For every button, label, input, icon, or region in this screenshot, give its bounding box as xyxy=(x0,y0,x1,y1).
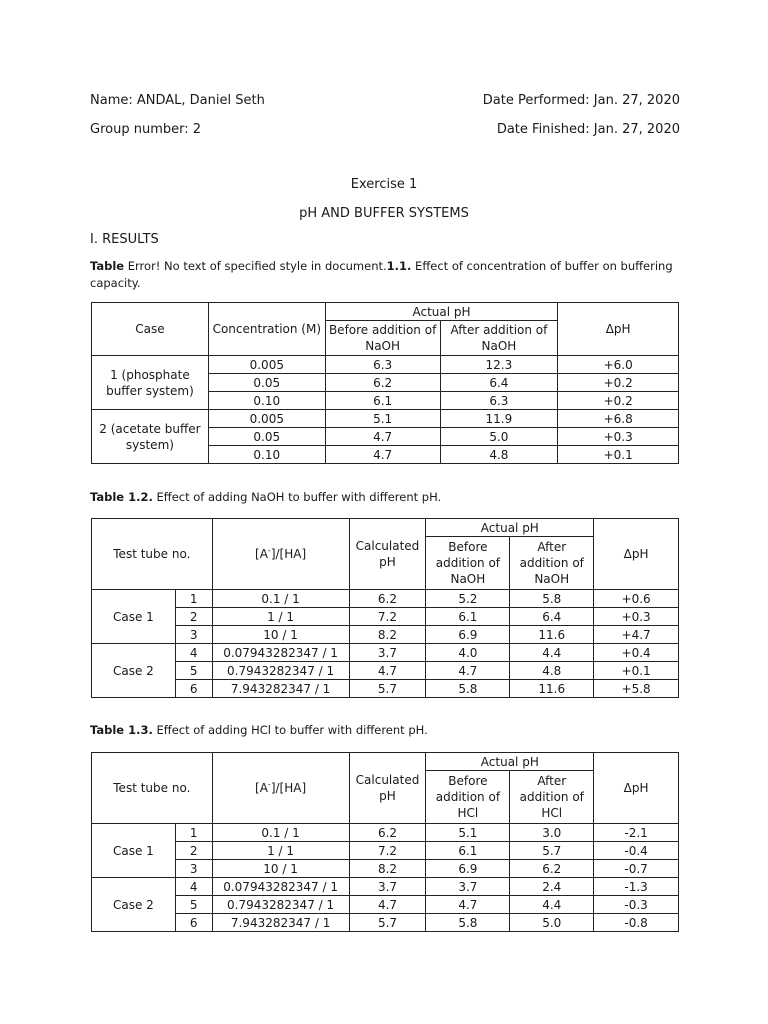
table2-header-row xyxy=(92,519,679,537)
table-cell: 4.4 xyxy=(510,644,594,662)
table-cell: 4.0 xyxy=(426,644,510,662)
table-cell: -1.3 xyxy=(594,878,679,896)
date-performed: Date Performed: Jan. 27, 2020 xyxy=(482,93,680,108)
table3-header-actual-ph: Actual pH xyxy=(426,753,594,771)
table2-header-calculated: Calculated pH xyxy=(349,519,426,590)
table3-caption-text: Effect of adding HCl to buffer with different pH. xyxy=(152,723,428,737)
table-cell: 1 xyxy=(175,590,212,608)
table-cell: 6.2 xyxy=(349,824,426,842)
table-cell: +0.3 xyxy=(594,608,679,626)
table-row xyxy=(92,626,679,644)
table-cell: +0.3 xyxy=(558,428,679,446)
ratio-superscript: - xyxy=(267,546,271,555)
table3-group-label: Case 2 xyxy=(92,878,176,932)
table-cell: 0.1 / 1 xyxy=(212,824,349,842)
table-row xyxy=(92,590,679,608)
ratio-text: [A xyxy=(255,547,268,561)
table-cell: 3.7 xyxy=(426,878,510,896)
table-cell: +6.0 xyxy=(558,356,679,374)
table-cell: +6.8 xyxy=(558,410,679,428)
table3-header-test-tube: Test tube no. xyxy=(92,753,213,824)
ratio-text: ]/[HA] xyxy=(270,547,307,561)
table-cell: +0.1 xyxy=(558,446,679,464)
table-cell: 0.7943282347 / 1 xyxy=(212,662,349,680)
table1-header-case: Case xyxy=(92,303,209,356)
table-cell: 6.2 xyxy=(349,590,426,608)
table2-header-test-tube: Test tube no. xyxy=(92,519,213,590)
table-cell: 3.0 xyxy=(510,824,594,842)
table-cell: -0.8 xyxy=(594,914,679,932)
table-1-1 xyxy=(91,302,679,464)
table-row xyxy=(92,356,679,374)
table-cell: 5.0 xyxy=(510,914,594,932)
table2-caption-bold: Table 1.2. xyxy=(90,490,153,504)
table-cell: 0.005 xyxy=(208,410,325,428)
table-cell: 10 / 1 xyxy=(212,860,349,878)
table-row xyxy=(92,644,679,662)
table1-header-row xyxy=(92,303,679,321)
table-cell: 7.943282347 / 1 xyxy=(212,914,349,932)
table-cell: 6.9 xyxy=(426,626,510,644)
table-cell: 6 xyxy=(175,680,212,698)
table-cell: 6.2 xyxy=(325,374,440,392)
table-cell: 11.9 xyxy=(440,410,558,428)
table-cell: 5.0 xyxy=(440,428,558,446)
ratio-text: [A xyxy=(255,781,268,795)
header-row-1 xyxy=(90,93,680,108)
table-cell: 0.05 xyxy=(208,428,325,446)
table2-header-actual-ph: Actual pH xyxy=(426,519,594,537)
table3-header-calculated: Calculated pH xyxy=(349,753,426,824)
table2-caption-text: Effect of adding NaOH to buffer with different pH. xyxy=(152,490,442,504)
table3-caption-bold: Table 1.3. xyxy=(90,723,153,737)
table1-header-before: Before addition of NaOH xyxy=(325,321,440,356)
table1-caption-bold2: 1.1. xyxy=(386,259,412,273)
table-cell: 0.1 / 1 xyxy=(212,590,349,608)
table-cell: 1 / 1 xyxy=(212,842,349,860)
table-row xyxy=(92,680,679,698)
table1-caption xyxy=(90,258,690,292)
table3-header-after: After addition of HCl xyxy=(510,771,594,824)
table-cell: 1 / 1 xyxy=(212,608,349,626)
table3-header-delta: ΔpH xyxy=(594,753,679,824)
section-heading: I. RESULTS xyxy=(90,232,159,247)
table3-group-label: Case 1 xyxy=(92,824,176,878)
table3-header-ratio xyxy=(212,753,349,824)
table-cell: 4 xyxy=(175,644,212,662)
table1-group-label: 1 (phosphate buffer system) xyxy=(92,356,209,410)
exercise-title: Exercise 1 xyxy=(350,177,418,192)
table3-header-row xyxy=(92,753,679,771)
table-cell: +0.2 xyxy=(558,374,679,392)
table-cell: 5.8 xyxy=(426,914,510,932)
table-cell: 3 xyxy=(175,626,212,644)
table-cell: 5.1 xyxy=(325,410,440,428)
table-row xyxy=(92,824,679,842)
table-cell: 2 xyxy=(175,842,212,860)
table-cell: 7.2 xyxy=(349,608,426,626)
table-cell: 4.7 xyxy=(426,896,510,914)
table-cell: 6.2 xyxy=(510,860,594,878)
table-cell: 3.7 xyxy=(349,644,426,662)
table-cell: 6 xyxy=(175,914,212,932)
group-number: Group number: 2 xyxy=(90,122,202,137)
table-cell: 11.6 xyxy=(510,626,594,644)
table-cell: 5 xyxy=(175,896,212,914)
table3-header-before: Before addition of HCl xyxy=(426,771,510,824)
table-row xyxy=(92,662,679,680)
table-cell: 3 xyxy=(175,860,212,878)
table-cell: 5.7 xyxy=(349,680,426,698)
table-row xyxy=(92,608,679,626)
table2-group-label: Case 2 xyxy=(92,644,176,698)
table-cell: 5.8 xyxy=(510,590,594,608)
table-cell: 12.3 xyxy=(440,356,558,374)
table-row xyxy=(92,878,679,896)
table-cell: 8.2 xyxy=(349,626,426,644)
table-cell: 5.2 xyxy=(426,590,510,608)
table-cell: 4.7 xyxy=(325,446,440,464)
table1-header-actual-ph: Actual pH xyxy=(325,303,558,321)
table-cell: 4.8 xyxy=(510,662,594,680)
table-cell: 0.005 xyxy=(208,356,325,374)
table-cell: -0.4 xyxy=(594,842,679,860)
table-cell: 10 / 1 xyxy=(212,626,349,644)
ratio-superscript: - xyxy=(267,780,271,789)
table-cell: 2 xyxy=(175,608,212,626)
table2-group-label: Case 1 xyxy=(92,590,176,644)
table-cell: 7.2 xyxy=(349,842,426,860)
table-cell: 5.1 xyxy=(426,824,510,842)
table-cell: 4 xyxy=(175,878,212,896)
table-cell: +5.8 xyxy=(594,680,679,698)
table-row xyxy=(92,410,679,428)
date-finished: Date Finished: Jan. 27, 2020 xyxy=(496,122,680,137)
table-cell: 5.7 xyxy=(510,842,594,860)
table-row xyxy=(92,842,679,860)
table-cell: 11.6 xyxy=(510,680,594,698)
table-cell: 8.2 xyxy=(349,860,426,878)
table-cell: 0.05 xyxy=(208,374,325,392)
table-cell: -0.7 xyxy=(594,860,679,878)
table-cell: -2.1 xyxy=(594,824,679,842)
table1-caption-text2: Effect of concentration of buffer on buffering capacity. xyxy=(90,259,673,290)
table-cell: 0.07943282347 / 1 xyxy=(212,644,349,662)
table2-header-ratio xyxy=(212,519,349,590)
table-cell: 4.7 xyxy=(349,896,426,914)
table3-caption xyxy=(90,722,690,739)
table-cell: 6.1 xyxy=(325,392,440,410)
table-cell: 5 xyxy=(175,662,212,680)
table-row xyxy=(92,896,679,914)
table-cell: 4.8 xyxy=(440,446,558,464)
table-cell: 7.943282347 / 1 xyxy=(212,680,349,698)
table-cell: 6.3 xyxy=(440,392,558,410)
table-cell: 6.4 xyxy=(510,608,594,626)
table-cell: 6.1 xyxy=(426,608,510,626)
table-cell: 5.8 xyxy=(426,680,510,698)
student-name: Name: ANDAL, Daniel Seth xyxy=(90,93,265,108)
table-cell: 5.7 xyxy=(349,914,426,932)
header-row-2 xyxy=(90,122,680,137)
table-cell: 4.7 xyxy=(325,428,440,446)
table-cell: 0.10 xyxy=(208,446,325,464)
table1-caption-text1: Error! No text of specified style in document. xyxy=(124,259,387,273)
table-cell: 4.7 xyxy=(426,662,510,680)
table2-header-after: After addition of NaOH xyxy=(510,537,594,590)
table-cell: 6.9 xyxy=(426,860,510,878)
table-cell: +0.6 xyxy=(594,590,679,608)
table2-caption xyxy=(90,489,690,506)
table1-group-label: 2 (acetate buffer system) xyxy=(92,410,209,464)
subject-title: pH AND BUFFER SYSTEMS xyxy=(299,206,469,221)
table1-header-delta: ΔpH xyxy=(558,303,679,356)
ratio-text: ]/[HA] xyxy=(270,781,307,795)
table1-caption-bold1: Table xyxy=(90,259,125,273)
table-cell: 6.4 xyxy=(440,374,558,392)
table-cell: +4.7 xyxy=(594,626,679,644)
table-cell: 4.7 xyxy=(349,662,426,680)
table-cell: 1 xyxy=(175,824,212,842)
table-cell: 0.07943282347 / 1 xyxy=(212,878,349,896)
table1-header-concentration: Concentration (M) xyxy=(208,303,325,356)
table-cell: -0.3 xyxy=(594,896,679,914)
table-row xyxy=(92,914,679,932)
table-cell: 0.10 xyxy=(208,392,325,410)
table-cell: +0.4 xyxy=(594,644,679,662)
table-row xyxy=(92,860,679,878)
table2-header-delta: ΔpH xyxy=(594,519,679,590)
table-1-2 xyxy=(91,518,679,698)
table-cell: +0.1 xyxy=(594,662,679,680)
table-cell: +0.2 xyxy=(558,392,679,410)
table-cell: 6.1 xyxy=(426,842,510,860)
table-1-3 xyxy=(91,752,679,932)
table-cell: 3.7 xyxy=(349,878,426,896)
table-cell: 0.7943282347 / 1 xyxy=(212,896,349,914)
table-cell: 6.3 xyxy=(325,356,440,374)
table-cell: 2.4 xyxy=(510,878,594,896)
table2-header-before: Before addition of NaOH xyxy=(426,537,510,590)
table1-header-after: After addition of NaOH xyxy=(440,321,558,356)
table-cell: 4.4 xyxy=(510,896,594,914)
